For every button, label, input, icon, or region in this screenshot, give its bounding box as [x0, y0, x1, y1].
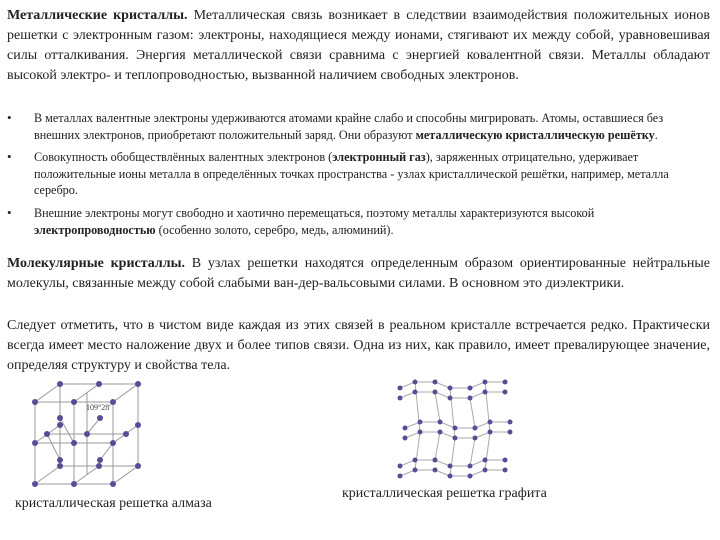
bullet-text: ), заряженных отрицательно, удерживает положительные ионы металла в определённых точках пространства - узлах кристаллической решётки, например, металла серебро.: [34, 150, 669, 198]
bond-angle-label: 109°28': [86, 403, 111, 412]
bullet-text: Внешние электроны могут свободно и хаотично перемещаться, поэтому металлы характеризуются высокой: [34, 205, 595, 220]
graphite-lattice-figure: [390, 378, 520, 483]
bullet-bold-term: электронный газ: [332, 150, 426, 165]
bullet-bold-term: металлическую кристаллическую решётку: [415, 127, 655, 142]
bond-overlap-paragraph: Следует отметить, что в чистом виде каждая из этих связей в реальном кристалле встречается редко. Практически всегда имеет место наложение двух и более типов связи. Одна из них, как правило, имеет превалирующее значение, определяя структуру и свойства тела.: [7, 318, 710, 373]
metallic-bullet-list: [7, 110, 707, 244]
bullet-text: Совокупность обобществлённых валентных электронов (: [34, 150, 333, 165]
bullet-icon: •: [7, 204, 12, 220]
diamond-lattice-figure: [30, 380, 150, 500]
bullet-text: (особенно золото, серебро, медь, алюминий).: [155, 222, 394, 237]
graphite-lattice-caption: кристаллическая решетка графита: [342, 486, 547, 501]
bullet-icon: •: [7, 149, 12, 165]
list-item: [7, 149, 707, 199]
molecular-crystals-paragraph: [7, 254, 710, 294]
list-item: [7, 110, 707, 143]
diamond-lattice-caption: кристаллическая решетка алмаза: [15, 496, 212, 511]
list-item: [7, 205, 707, 238]
metallic-crystals-title: Металлические кристаллы.: [7, 8, 188, 23]
bullet-bold-term: электропроводностью: [34, 222, 156, 237]
bullet-text: В металлах валентные электроны удерживаются атомами крайне слабо и способны мигрировать. Атомы, оставшиеся без внешних электронов, приобретают положительный заряд. Они образуют: [34, 111, 664, 142]
metallic-crystals-paragraph: [7, 6, 710, 86]
bullet-icon: •: [7, 110, 12, 125]
molecular-crystals-title: Молекулярные кристаллы.: [7, 256, 186, 271]
molecular-crystals-text: В узлах решетки находятся определенным образом ориентированные нейтральные молекулы, связанные между собой слабыми ван-дер-вальсовыми силами. В основном это диэлектрики.: [7, 256, 710, 291]
bullet-text: .: [654, 127, 658, 142]
metallic-crystals-text: Металлическая связь возникает в следствии взаимодействия положительных ионов решетки с электронным газом: электроны, находящиеся между ионами, стягивают их между собой, уравновешивая силы отталкивания. Энергия металлической связи сравнима с энергией ковалентной связи. Металлы обладают высокой электро- и теплопроводностью, вызванной наличием свободных электронов.: [7, 8, 710, 83]
